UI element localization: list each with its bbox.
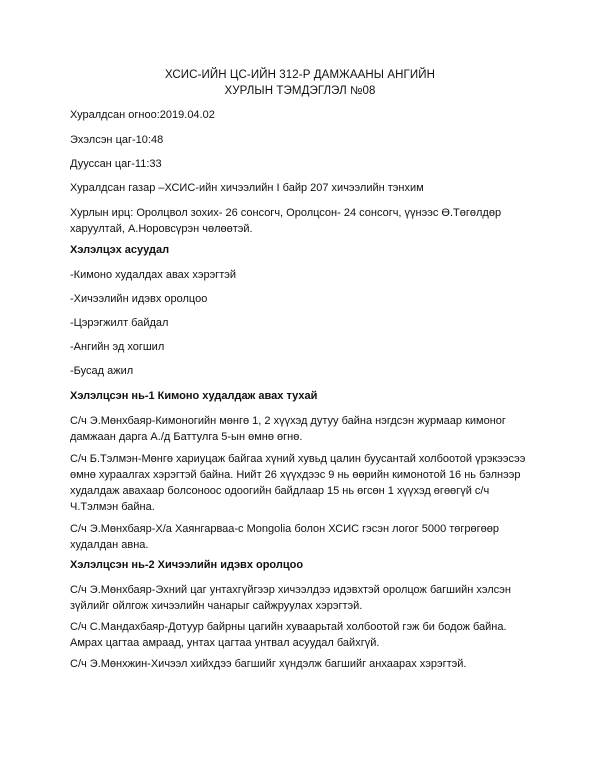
- start-time: Эхэлсэн цаг-10:48: [70, 134, 164, 146]
- paragraph-line: худалдан авна.: [70, 539, 149, 551]
- section2-heading: Хэлэлцсэн нь-2 Хичээлийн идэвх оролцоо: [70, 559, 304, 571]
- agenda-item: -Бусад ажил: [70, 365, 134, 377]
- section2-paragraph: [70, 656, 540, 672]
- paragraph-line: дамжаан дарга А./д Баттулга 5-ын өмнө өгнө.: [70, 431, 303, 443]
- agenda-item: -Кимоно худалдах авах хэрэгтэй: [70, 269, 236, 281]
- agenda-item: -Ангийн эд хогшил: [70, 341, 165, 353]
- section2-paragraph: [70, 619, 540, 651]
- paragraph-line: С/ч Э.Мөнхбаяр-Х/а Хаянгарваа-с Mongolia болон ХСИС гэсэн логог 5000 төгрөгөөр: [70, 523, 500, 535]
- section1-paragraph: [70, 451, 540, 515]
- paragraph-line: өмнө хураалгах хэрэгтэй байна. Нийт 26 хүүхдээс 9 нь өөрийн кимонотой 16 нь бэлнээр: [70, 469, 521, 481]
- paragraph-line: Амрах цагтаа амраад, унтах цагтаа унтвал асуудал байхгүй.: [70, 637, 380, 649]
- section2-paragraph: [70, 582, 540, 614]
- agenda-item: -Цэрэгжилт байдал: [70, 317, 169, 329]
- section1-paragraph: [70, 413, 540, 445]
- paragraph-line: зүйлийг ойлгож хичээлийн чанарыг сайжруулах хэрэгтэй.: [70, 600, 363, 612]
- agenda-heading: Хэлэлцэх асуудал: [70, 244, 170, 256]
- attendance-line: Хурлын ирц: Оролцвол зохих- 26 сонсогч, Оролцсон- 24 сонсогч, үүнээс Ө.Төгөлдөр: [70, 207, 502, 219]
- document-title-line1: ХСИС-ИЙН ЦС-ИЙН 312-Р ДАМЖААНЫ АНГИЙН: [165, 69, 435, 81]
- end-time: Дууссан цаг-11:33: [70, 158, 162, 170]
- section1-paragraph: [70, 521, 540, 553]
- paragraph-line: С/ч Э.Мөнхжин-Хичээл хийхдээ багшийг хүндэлж багшийг анхаарах хэрэгтэй.: [70, 658, 467, 670]
- paragraph-line: Ч.Тэлмэн байна.: [70, 501, 155, 513]
- paragraph-line: С/ч Э.Мөнхбаяр-Кимоногийн мөнгө 1, 2 хүүхэд дутуу байна нэгдсэн журмаар кимоног: [70, 415, 506, 427]
- section1-heading: Хэлэлцсэн нь-1 Кимоно худалдаж авах тухай: [70, 390, 318, 402]
- paragraph-line: худалдаж авахаар болсоноос одоогийн байдлаар 15 нь өгсөн 1 хүүхэд өгөөгүй с/ч: [70, 485, 490, 497]
- attendance-paragraph: [70, 205, 540, 237]
- meeting-date: Хуралдсан огноо:2019.04.02: [70, 109, 215, 121]
- attendance-line: харуултай, А.Норовсүрэн чөлөөтэй.: [70, 223, 253, 235]
- document-title-line2: ХУРЛЫН ТЭМДЭГЛЭЛ №08: [224, 85, 376, 97]
- meeting-place: Хуралдсан газар –ХСИС-ийн хичээлийн I байр 207 хичээлийн тэнхим: [70, 182, 424, 194]
- paragraph-line: С/ч Э.Мөнхбаяр-Эхний цаг унтахгүйгээр хичээлдээ идэвхтэй оролцож багшийн хэлсэн: [70, 584, 511, 596]
- paragraph-line: С/ч Б.Тэлмэн-Мөнгө хариуцаж байгаа хүний хувьд цалин буусантай холбоотой үрэкээсээ: [70, 453, 526, 465]
- agenda-item: -Хичээлийн идэвх оролцоо: [70, 293, 208, 305]
- paragraph-line: С/ч С.Мандахбаяр-Дотуур байрны цагийн хуваарьтай холбоотой гэж би бодож байна.: [70, 621, 507, 633]
